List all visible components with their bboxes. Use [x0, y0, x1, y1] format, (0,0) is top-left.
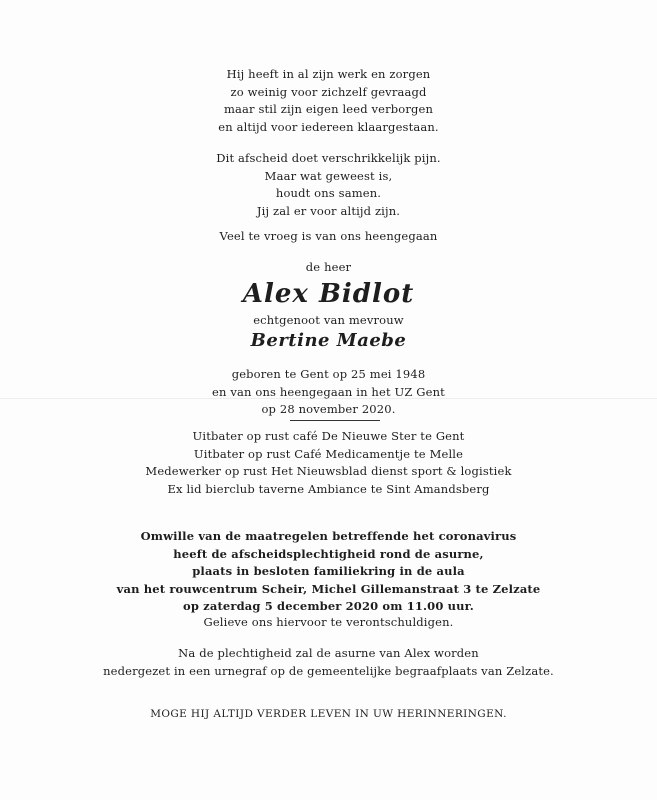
date-line: en van ons heengegaan in het UZ Gent: [212, 384, 445, 399]
poem-line: Jij zal er voor altijd zijn.: [256, 203, 401, 218]
deceased-name-text: Alex Bidlot: [242, 279, 415, 309]
poem-line: Maar wat geweest is,: [264, 168, 393, 183]
title-prefix-text: de heer: [305, 260, 352, 274]
poem-line: maar stil zijn eigen leed verborgen: [223, 102, 434, 117]
closing-line: MOGE HIJ ALTIJD VERDER LEVEN IN UW HERINNERINGEN.: [150, 708, 507, 720]
role-line: Uitbater op rust café De Nieuwe Ster te Gent: [192, 429, 465, 443]
life-dates: [0, 366, 657, 419]
apology-line: Gelieve ons hiervoor te verontschuldigen.: [203, 615, 454, 629]
role-line: Ex lid bierclub taverne Ambiance te Sint Amandsberg: [167, 481, 490, 496]
separator-rule: [290, 420, 380, 421]
spouse-intro: [0, 312, 657, 330]
date-line: op 28 november 2020.: [261, 402, 396, 417]
poem-line: houdt ons samen.: [275, 186, 382, 201]
roles-list: [0, 428, 657, 498]
title-prefix: [0, 259, 657, 277]
burial-line: nedergezet in een urnegraf op de gemeentelijke begraafplaats van Zelzate.: [103, 663, 554, 678]
ceremony-line: plaats in besloten familiekring in de aula: [192, 564, 465, 579]
apology-text: [0, 614, 657, 632]
ceremony-line: van het rouwcentrum Scheir, Michel Gillemanstraat 3 te Zelzate: [116, 581, 541, 596]
poem-stanza-2: [0, 150, 657, 220]
spouse-name-text: Bertine Maebe: [250, 330, 407, 351]
spouse-name: [0, 330, 657, 352]
spouse-intro-text: echtgenoot van mevrouw: [253, 313, 404, 327]
poem-line: Dit afscheid doet verschrikkelijk pijn.: [216, 151, 441, 165]
role-line: Medewerker op rust Het Nieuwsblad dienst sport & logistiek: [145, 464, 512, 479]
date-line: geboren te Gent op 25 mei 1948: [231, 367, 426, 381]
role-line: Uitbater op rust Café Medicamentje te Melle: [193, 446, 464, 461]
intro-text: [0, 228, 657, 246]
intro-line: Veel te vroeg is van ons heengegaan: [219, 229, 438, 243]
closing-text: [0, 706, 657, 724]
poem-stanza-1: [0, 66, 657, 136]
ceremony-line: Omwille van de maatregelen betreffende het coronavirus: [140, 529, 517, 543]
deceased-name: [0, 279, 657, 309]
poem-line: en altijd voor iedereen klaargestaan.: [218, 119, 439, 134]
ceremony-notice: [0, 528, 657, 616]
burial-line: Na de plechtigheid zal de asurne van Alex worden: [178, 646, 479, 660]
poem-line: Hij heeft in al zijn werk en zorgen: [226, 67, 431, 81]
ceremony-line: heeft de afscheidsplechtigheid rond de asurne,: [173, 546, 484, 561]
poem-line: zo weinig voor zichzelf gevraagd: [230, 84, 427, 99]
burial-notice: [0, 645, 657, 680]
ceremony-line: op zaterdag 5 december 2020 om 11.00 uur.: [183, 599, 474, 614]
